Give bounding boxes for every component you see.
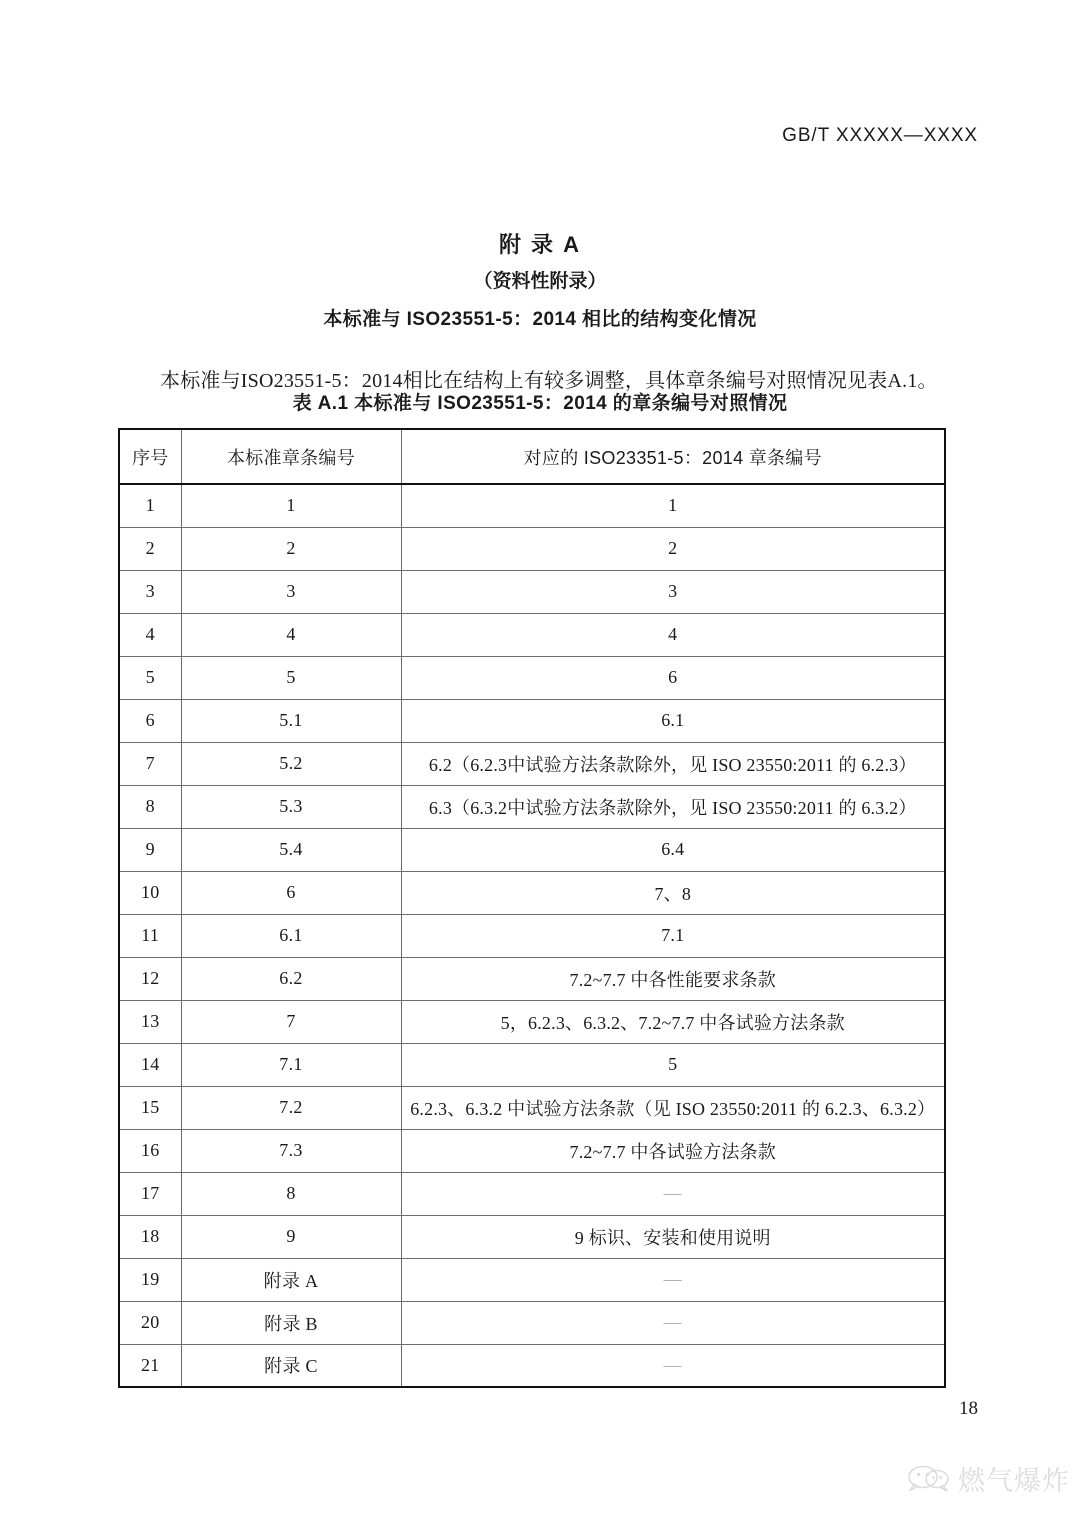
cell-this-standard-clause: 5 bbox=[181, 656, 401, 699]
cell-iso-standard-clause: 2 bbox=[401, 527, 945, 570]
table-row bbox=[119, 1000, 945, 1043]
annex-title-block bbox=[0, 228, 1080, 337]
cell-this-standard-clause: 5.2 bbox=[181, 742, 401, 785]
table-row bbox=[119, 1258, 945, 1301]
column-header-seq: 序号 bbox=[119, 429, 181, 484]
cell-iso-standard-clause: 7.2~7.7 中各性能要求条款 bbox=[401, 957, 945, 1000]
table-body bbox=[119, 484, 945, 1387]
cell-seq: 5 bbox=[119, 656, 181, 699]
cell-seq: 17 bbox=[119, 1172, 181, 1215]
cell-this-standard-clause: 9 bbox=[181, 1215, 401, 1258]
cell-this-standard-clause: 6.2 bbox=[181, 957, 401, 1000]
cell-seq: 12 bbox=[119, 957, 181, 1000]
cell-seq: 19 bbox=[119, 1258, 181, 1301]
table-row bbox=[119, 484, 945, 527]
cell-iso-standard-clause: — bbox=[401, 1258, 945, 1301]
cell-iso-standard-clause: 6.3（6.3.2中试验方法条款除外，见 ISO 23550:2011 的 6.3.2） bbox=[401, 785, 945, 828]
cell-this-standard-clause: 附录 B bbox=[181, 1301, 401, 1344]
table-row bbox=[119, 871, 945, 914]
cell-iso-standard-clause: 5 bbox=[401, 1043, 945, 1086]
cell-seq: 4 bbox=[119, 613, 181, 656]
table-row bbox=[119, 1301, 945, 1344]
cell-iso-standard-clause: 6.2（6.2.3中试验方法条款除外，见 ISO 23550:2011 的 6.2.3） bbox=[401, 742, 945, 785]
table-header-row bbox=[119, 429, 945, 484]
table-row bbox=[119, 527, 945, 570]
cell-iso-standard-clause: 7、8 bbox=[401, 871, 945, 914]
cell-this-standard-clause: 附录 A bbox=[181, 1258, 401, 1301]
cell-this-standard-clause: 7.3 bbox=[181, 1129, 401, 1172]
table-header bbox=[119, 429, 945, 484]
cell-iso-standard-clause: — bbox=[401, 1172, 945, 1215]
table-row bbox=[119, 1043, 945, 1086]
clause-mapping-table bbox=[118, 428, 946, 1388]
cell-seq: 7 bbox=[119, 742, 181, 785]
cell-iso-standard-clause: 7.1 bbox=[401, 914, 945, 957]
cell-this-standard-clause: 5.3 bbox=[181, 785, 401, 828]
cell-iso-standard-clause: 1 bbox=[401, 484, 945, 527]
cell-seq: 6 bbox=[119, 699, 181, 742]
cell-iso-standard-clause: — bbox=[401, 1344, 945, 1387]
cell-seq: 16 bbox=[119, 1129, 181, 1172]
cell-iso-standard-clause: 9 标识、安装和使用说明 bbox=[401, 1215, 945, 1258]
cell-iso-standard-clause: 3 bbox=[401, 570, 945, 613]
table-row bbox=[119, 1086, 945, 1129]
table-row bbox=[119, 957, 945, 1000]
cell-this-standard-clause: 3 bbox=[181, 570, 401, 613]
watermark-text: 燃气爆炸 bbox=[958, 1466, 1070, 1496]
table-row bbox=[119, 1344, 945, 1387]
cell-iso-standard-clause: 5，6.2.3、6.3.2、7.2~7.7 中各试验方法条款 bbox=[401, 1000, 945, 1043]
cell-seq: 20 bbox=[119, 1301, 181, 1344]
table-row bbox=[119, 828, 945, 871]
column-header-this-standard: 本标准章条编号 bbox=[181, 429, 401, 484]
table-row bbox=[119, 1215, 945, 1258]
cell-this-standard-clause: 2 bbox=[181, 527, 401, 570]
column-header-iso-standard: 对应的 ISO23351-5：2014 章条编号 bbox=[401, 429, 945, 484]
cell-seq: 21 bbox=[119, 1344, 181, 1387]
table-row bbox=[119, 613, 945, 656]
cell-seq: 18 bbox=[119, 1215, 181, 1258]
cell-seq: 2 bbox=[119, 527, 181, 570]
cell-this-standard-clause: 5.1 bbox=[181, 699, 401, 742]
table-caption: 表 A.1 本标准与 ISO23551-5：2014 的章条编号对照情况 bbox=[292, 393, 788, 414]
cell-iso-standard-clause: 6.1 bbox=[401, 699, 945, 742]
table-row bbox=[119, 1172, 945, 1215]
cell-iso-standard-clause: 6.2.3、6.3.2 中试验方法条款（见 ISO 23550:2011 的 6.2.3、6.3.2） bbox=[401, 1086, 945, 1129]
cell-iso-standard-clause: 7.2~7.7 中各试验方法条款 bbox=[401, 1129, 945, 1172]
cell-iso-standard-clause: — bbox=[401, 1301, 945, 1344]
cell-seq: 14 bbox=[119, 1043, 181, 1086]
cell-iso-standard-clause: 6 bbox=[401, 656, 945, 699]
cell-this-standard-clause: 附录 C bbox=[181, 1344, 401, 1387]
table-row bbox=[119, 785, 945, 828]
table-row bbox=[119, 914, 945, 957]
table-row bbox=[119, 656, 945, 699]
cell-seq: 9 bbox=[119, 828, 181, 871]
annex-heading: 本标准与 ISO23551-5：2014 相比的结构变化情况 bbox=[323, 309, 757, 330]
wechat-bubbles-icon bbox=[907, 1464, 951, 1499]
watermark bbox=[907, 1464, 1070, 1499]
cell-this-standard-clause: 7.1 bbox=[181, 1043, 401, 1086]
cell-seq: 13 bbox=[119, 1000, 181, 1043]
cell-seq: 11 bbox=[119, 914, 181, 957]
cell-seq: 3 bbox=[119, 570, 181, 613]
running-header-standard-code: GB/T XXXXX—XXXX bbox=[782, 125, 978, 146]
cell-this-standard-clause: 6 bbox=[181, 871, 401, 914]
intro-paragraph: 本标准与ISO23551-5：2014相比在结构上有较多调整，具体章条编号对照情况见表A.1。 bbox=[160, 370, 938, 392]
cell-seq: 1 bbox=[119, 484, 181, 527]
annex-label: 附 录 A bbox=[498, 232, 582, 257]
cell-this-standard-clause: 7 bbox=[181, 1000, 401, 1043]
cell-seq: 8 bbox=[119, 785, 181, 828]
table-row bbox=[119, 742, 945, 785]
cell-this-standard-clause: 7.2 bbox=[181, 1086, 401, 1129]
cell-this-standard-clause: 5.4 bbox=[181, 828, 401, 871]
cell-this-standard-clause: 8 bbox=[181, 1172, 401, 1215]
page-number: 18 bbox=[959, 1398, 978, 1419]
cell-iso-standard-clause: 6.4 bbox=[401, 828, 945, 871]
table-row bbox=[119, 1129, 945, 1172]
cell-iso-standard-clause: 4 bbox=[401, 613, 945, 656]
cell-this-standard-clause: 1 bbox=[181, 484, 401, 527]
cell-this-standard-clause: 4 bbox=[181, 613, 401, 656]
table-row bbox=[119, 699, 945, 742]
cell-seq: 15 bbox=[119, 1086, 181, 1129]
cell-seq: 10 bbox=[119, 871, 181, 914]
annex-kind: （资料性附录） bbox=[473, 271, 607, 292]
table-row bbox=[119, 570, 945, 613]
cell-this-standard-clause: 6.1 bbox=[181, 914, 401, 957]
